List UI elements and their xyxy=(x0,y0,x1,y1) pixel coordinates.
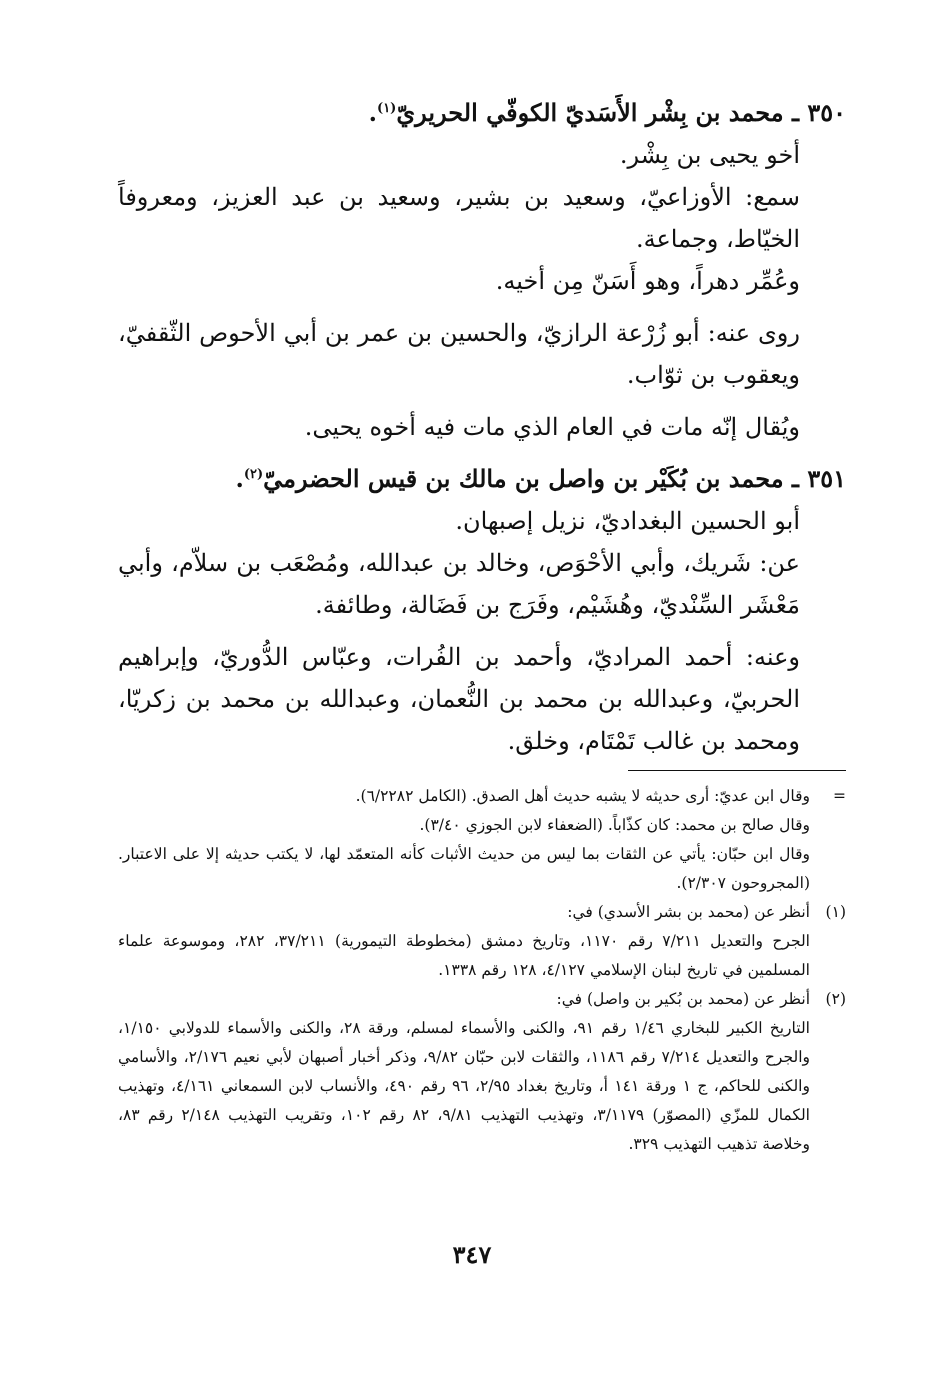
entry-350-teachers: سمع: الأوزاعيّ، وسعيد بن بشير، وسعيد بن عبد العزيز، ومعروفاً الخيّاط، وجماعة. xyxy=(118,183,801,253)
footnote-line: الجرح والتعديل ٧/٢١١ رقم ١١٧٠، وتاريخ دمشق (مخطوطة التيمورية) ٣٧/٢١١، ٢٨٢، وموسوعة علماء المسلمين في تاريخ لبنان الإسلامي ٤/١٢٧، ١٢٨ رقم ١٣٣٨. xyxy=(118,932,810,979)
footnote-body xyxy=(118,898,810,985)
footnote-line: أنظر عن (محمد بن بشر الأسدي) في: xyxy=(567,903,810,921)
footnote-line: وقال ابن حبّان: يأتي عن الثقات بما ليس من حديث الأثبات كأنه المتعمّد لها، لا يكتب حديثه إلا على الاعتبار. (المجروحون ٢/٣٠٧). xyxy=(118,845,810,892)
entry-350-age: وعُمِّر دهراً، وهو أَسَنّ مِن أخيه. xyxy=(495,267,800,295)
entry-351-teachers: عن: شَريك، وأبي الأحْوَص، وخالد بن عبدالله، ومُصْعَب بن سلاّم، وأبي مَعْشَر السِّنْديّ، وهُشَيْم، وفَرَج بن فَضَالة، وطائفة. xyxy=(118,549,800,619)
entry-350-death: ويُقال إنّه مات في العام الذي مات فيه أخوه يحيى. xyxy=(304,413,800,441)
footnote-marker: (٢) xyxy=(825,990,846,1008)
footnote-line: أنظر عن (محمد بن بُكير بن واصل) في: xyxy=(556,990,810,1008)
entry-350-heading xyxy=(118,92,846,134)
entry-350-narrators: روى عنه: أبو زُرْعة الرازيّ، والحسين بن عمر بن أبي الأحوص الثّقفيّ، ويعقوب بن ثوّاب. xyxy=(118,319,800,389)
entry-350-brother: أخو يحيى بن بِشْر. xyxy=(619,141,800,169)
footnote-marker: (١) xyxy=(825,903,846,921)
footnote-body xyxy=(118,985,810,1159)
footnote-line: وقال صالح بن محمد: كان كذّاباً. (الضعفاء لابن الجوزي ٣/٤٠). xyxy=(419,816,810,834)
footnote-line: التاريخ الكبير للبخاري ١/٤٦ رقم ٩١، والكنى والأسماء لمسلم، ورقة ٢٨، والكنى والأسماء للدولابي ١/١٥٠، والجرح والتعديل ٧/٢١٤ رقم ١١٨٦، والثقات لابن حبّان ٩/٨٢، وذكر أخبار أصبهان لأبي نعيم ٢/١٧٦، والأسامي والكنى للحاكم، ج ١ ورقة ١٤١ أ، وتاريخ بغداد ٢/٩٥، ٩٦ رقم ٤٩٠، والأنساب لابن السمعاني ٤/١٦١، وتهذيب الكمال للمزّي (المصوّر) ٣/١١٧٩، وتهذيب التهذيب ٩/٨١، ٨٢ رقم ١٠٢، وتقريب التهذيب ٢/١٤٨ رقم ٨٣، وخلاصة تذهيب التهذيب ٣٢٩. xyxy=(118,1019,810,1153)
footnote-line: وقال ابن عديّ: أرى حديثه لا يشبه حديث أهل الصدق. (الكامل ٦/٢٢٨٢). xyxy=(355,787,810,805)
footnote-1 xyxy=(118,898,846,985)
main-text xyxy=(118,92,846,762)
entry-351-heading xyxy=(118,458,846,500)
entry-heading-text: ٣٥٠ ـ محمد بن بِشْر الأَسَديّ الكوفّي الحريريّ xyxy=(396,98,846,127)
entry-351-kunya: أبو الحسين البغداديّ، نزيل إصبهان. xyxy=(455,507,800,535)
footnote-reference: (٢) xyxy=(243,467,264,482)
page-number: ٣٤٧ xyxy=(452,1240,492,1269)
footnote-2 xyxy=(118,985,846,1159)
entry-heading-text: ٣٥١ ـ محمد بن بُكَيْر بن واصل بن مالك بن قيس الحضرميّ xyxy=(263,464,846,493)
heading-terminator: . xyxy=(368,98,378,127)
footnote-continuation xyxy=(118,782,846,898)
footnote-marker: = xyxy=(833,787,846,805)
heading-terminator: . xyxy=(235,464,244,493)
entry-351-students: وعنه: أحمد المراديّ، وأحمد بن الفُرات، وعبّاس الدُّوريّ، وإبراهيم الحربيّ، وعبدالله بن محمد بن النُّعمان، وعبدالله بن محمد بن زكريّا، ومحمد بن غالب تَمْتَام، وخلق. xyxy=(118,643,800,755)
footnote-separator xyxy=(628,770,846,771)
footnote-body xyxy=(118,782,810,898)
footnote-reference: (١) xyxy=(377,101,397,116)
footnotes xyxy=(118,782,846,1159)
